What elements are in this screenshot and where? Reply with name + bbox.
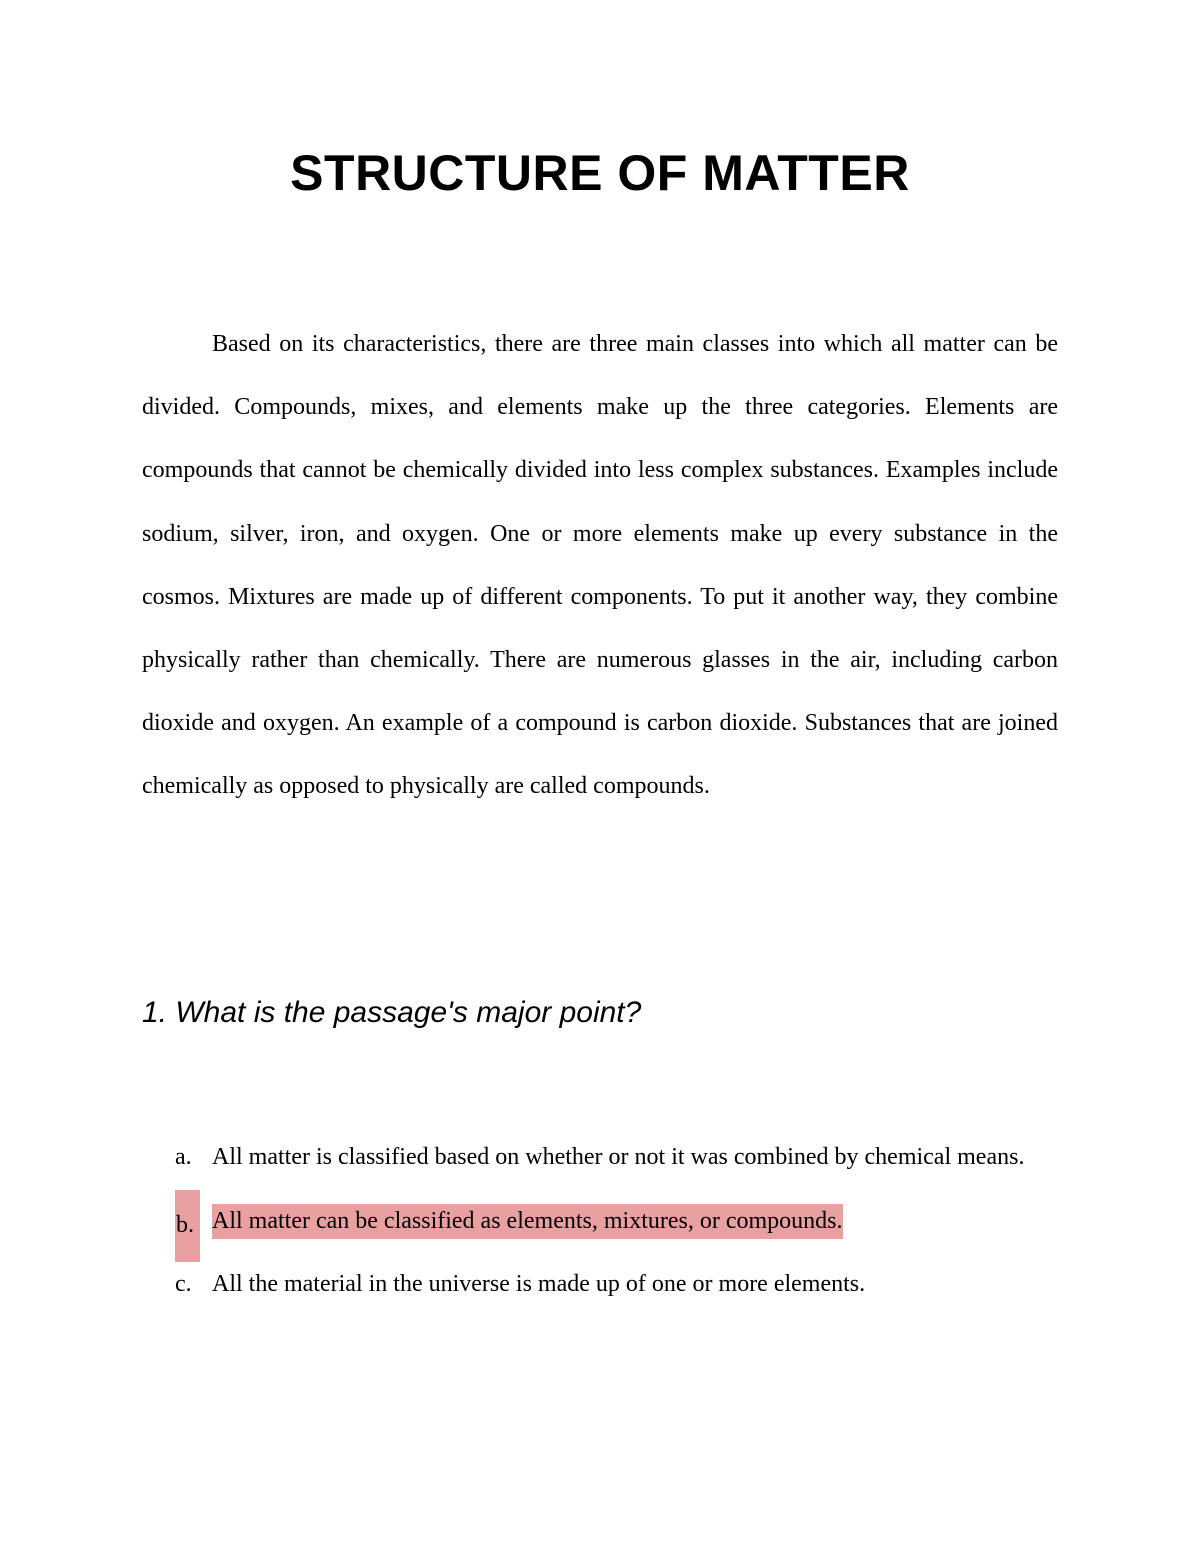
- answer-option-text: All matter is classified based on whether or not it was combined by chemical means.: [212, 1144, 1025, 1170]
- document-title: STRUCTURE OF MATTER: [290, 145, 910, 201]
- answer-option-b: [142, 1190, 1058, 1254]
- question-text: 1. What is the passage's major point?: [142, 996, 642, 1029]
- answer-option-text-highlighted: All matter can be classified as elements, mixtures, or compounds.: [212, 1204, 843, 1239]
- answer-option-letter: a.: [175, 1144, 192, 1170]
- passage-paragraph: Based on its characteristics, there are three main classes into which all matter can be divided. Compounds, mixes, and elements make up the three categories. Elements are compounds that cannot be chemically divided into less complex substances. Examples include sodium, silver, iron, and oxygen. One or more elements make up every substance in the cosmos. Mixtures are made up of different components. To put it another way, they combine physically rather than chemically. There are numerous glasses in the air, including carbon dioxide and oxygen. An example of a compound is carbon dioxide. Substances that are joined chemically as opposed to physically are called compounds.: [142, 331, 1058, 800]
- answer-option-a: [142, 1126, 1058, 1190]
- answer-option-letter: b.: [175, 1190, 200, 1263]
- answer-option-c: [142, 1253, 1058, 1317]
- answer-option-letter: c.: [175, 1271, 192, 1297]
- answer-option-text: All the material in the universe is made up of one or more elements.: [212, 1271, 866, 1297]
- answer-options-list: [142, 1126, 1058, 1317]
